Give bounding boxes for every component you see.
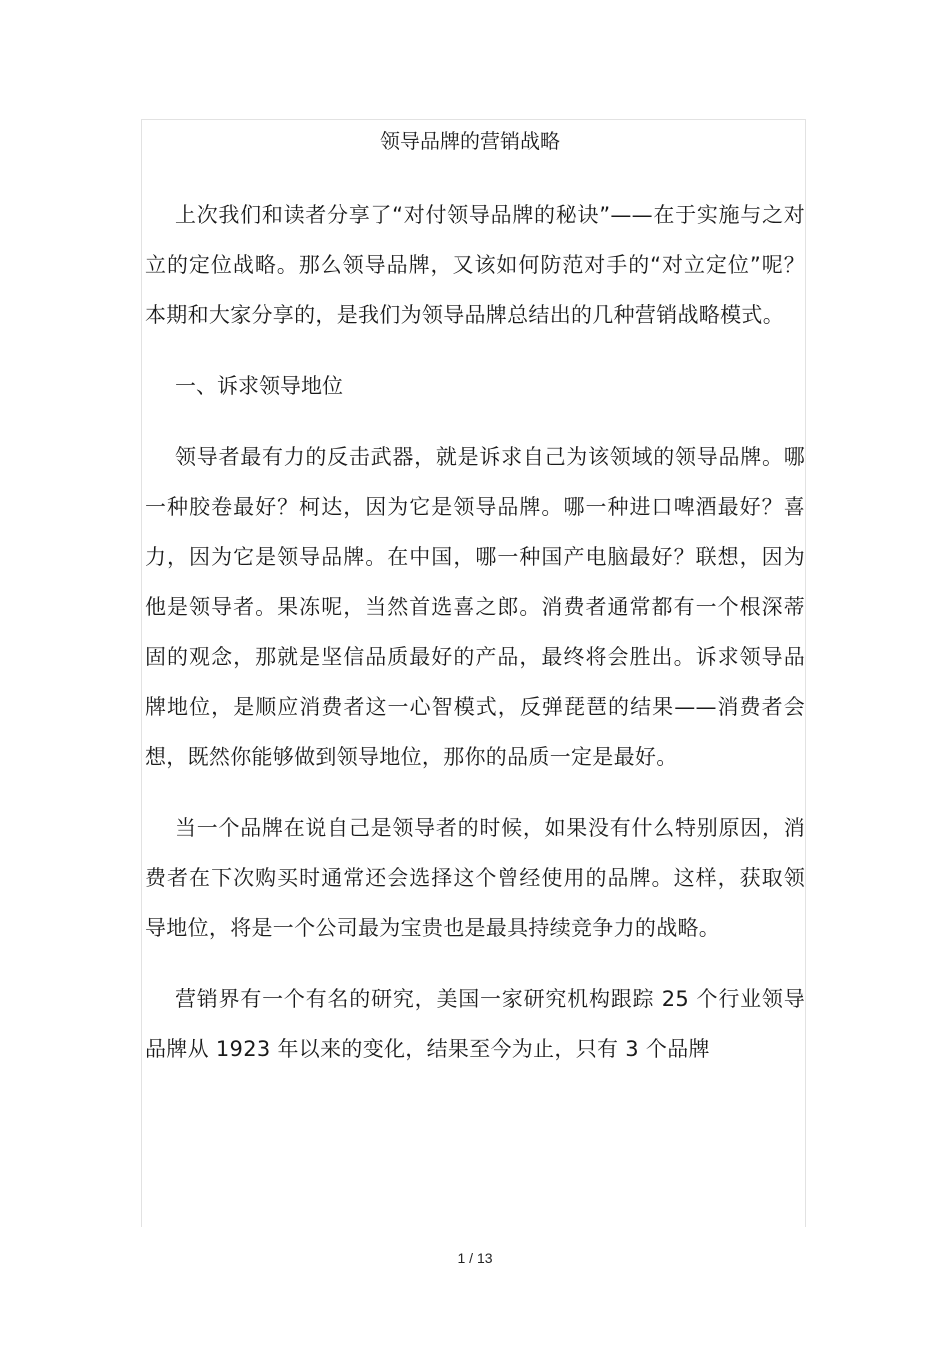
paragraph: 当一个品牌在说自己是领导者的时候，如果没有什么特别原因，消费者在下次购买时通常还会选择这个曾经使用的品牌。这样，获取领导地位，将是一个公司最为宝贵也是最具持续竞争力的战略。 (145, 816, 805, 940)
section-heading: 一、诉求领导地位 (175, 374, 343, 398)
paragraph: 领导者最有力的反击武器，就是诉求自己为该领域的领导品牌。哪一种胶卷最好？柯达，因为它是领导品牌。哪一种进口啤酒最好？喜力，因为它是领导品牌。在中国，哪一种国产电脑最好？联想，因为他是领导者。果冻呢，当然首选喜之郎。消费者通常都有一个根深蒂固的观念，那就是坚信品质最好的产品，最终将会胜出。诉求领导品牌地位，是顺应消费者这一心智模式，反弹琵琶的结果——消费者会想，既然你能够做到领导地位，那你的品质一定是最好。 (145, 445, 805, 769)
document-body (145, 126, 805, 1095)
paragraph-intro: 上次我们和读者分享了“对付领导品牌的秘诀”——在于实施与之对立的定位战略。那么领导品牌，又该如何防范对手的“对立定位”呢？本期和大家分享的，是我们为领导品牌总结出的几种营销战略模式。 (145, 203, 805, 327)
paragraph: 营销界有一个有名的研究，美国一家研究机构跟踪 25 个行业领导品牌从 1923 年以来的变化，结果至今为止，只有 3 个品牌 (145, 987, 805, 1061)
page-number: 1 / 13 (457, 1250, 493, 1266)
document-title: 领导品牌的营销战略 (380, 129, 560, 153)
